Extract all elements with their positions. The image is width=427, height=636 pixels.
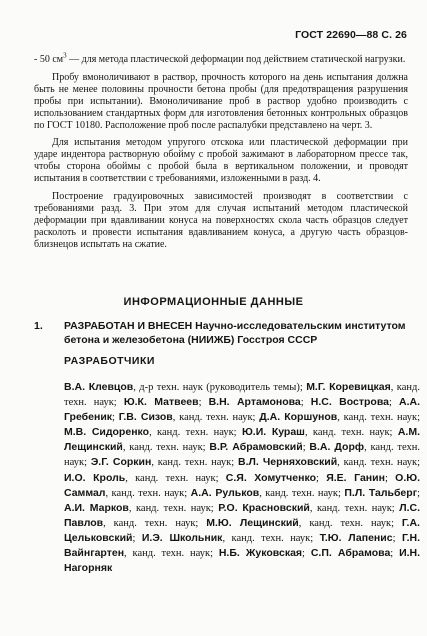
developer-title: , канд. техн. наук; [64,382,420,409]
developer-title: , канд. техн. наук; [122,442,210,454]
paragraph-sample-volume [34,51,408,66]
developer-name: Г.Н. Вайнгартен [64,531,420,560]
developer-name: В.Л. Черняховский [238,456,338,469]
developer-name: А.И. Марков [64,501,129,514]
developer-title: ; [112,412,119,424]
developer-title: , канд. техн. наук; [151,457,238,469]
developer-name: А.М. Лещинский [64,426,420,454]
developer-name: Я.Е. Ганин [326,471,385,484]
developer-name: Н.Б. Жуковская [218,547,303,560]
developer-title: , канд. техн. наук; [103,517,207,529]
developer-name: И.О. Кроль [64,471,126,484]
developer-title: ; [417,487,420,499]
developer-title: , канд. техн. наук; [304,427,398,439]
superscript: 3 [63,51,67,60]
developer-name: Д.А. Коршунов [259,411,338,424]
page-header: ГОСТ 22690—88 С. 26 [295,29,407,41]
developer-name: Т.Ю. Лапенис [319,531,393,544]
developer-title: ; [384,472,396,484]
developer-title: , канд. техн. наук; [124,548,219,560]
developer-title: ; [302,442,310,454]
developer-name: Л.С. Павлов [64,501,420,529]
developer-title: , канд. техн. наук; [105,487,191,499]
developers-title: РАЗРАБОТЧИКИ [64,355,155,367]
paragraph-text: — для метода пластической деформации под действием статической нагрузки. [66,54,406,65]
item-text: РАЗРАБОТАН И ВНЕСЕН Научно-исследовательским институтом бетона и железобетона (НИИЖБ) Госстроя СССР [64,320,406,346]
developer-name: П.Л. Тальберг [344,486,418,499]
developer-title: , канд. техн. наук; [172,412,260,424]
developer-title: , канд. техн. наук; [64,442,421,469]
developer-name: А.А. Гребеник [64,396,421,424]
developer-name: И.Э. Школьник [141,531,223,544]
developer-title: ; [132,532,142,544]
developer-title: , канд. техн. наук; [125,472,226,484]
developer-title: , канд. техн. наук; [222,532,320,544]
developer-title: , канд. техн. наук; [149,427,242,439]
paragraph-calibration: Построение градуировочных зависимостей производят в соответствии с требованиями разд. 3. При этом для случая испытаний методом пластической деформации при вдавливании конуса на поверхностях скола часть образцов следует расколоть и провести испытания вдавливанием конуса, а другую часть образцов-близнецов испытать на сжатие. [34,191,408,250]
developer-title: ; [389,397,400,409]
developer-title: , канд. техн. наук; [298,517,402,529]
developer-name: М.В. Сидоренко [64,426,150,439]
info-item-1 [34,319,414,347]
paragraph-text: - 50 см [34,54,64,65]
developer-name: В.А. Клевцов [64,381,134,393]
developer-title: ; [392,532,402,544]
developer-name: О.Ю. Саммал [64,471,420,499]
developer-name: Э.Г. Соркин [90,456,152,469]
developer-name: Г.В. Сизов [118,411,173,424]
paragraph-testing: Для испытания методом упругого отскока или пластической деформации при ударе индентора растворную обойму с пробой зажимают в лабораторном прессе так, чтобы сторона обоймы с пробой была в вертикальном положении, и проводят испытания в соответствии с требованиями, изложенными в разд. 4. [34,137,408,185]
developer-title: ; [302,548,311,560]
developer-name: М.Г. Коревицкая [306,381,391,393]
developer-name: В.А. Дорф [309,441,365,454]
developer-name: И.Н. Нагорняк [64,547,421,575]
section-title: ИНФОРМАЦИОННЫЕ ДАННЫЕ [123,296,304,308]
developer-name: Н.С. Вострова [310,396,390,409]
developer-title: ; [300,397,311,409]
developer-name: В.Р. Абрамовский [209,441,303,454]
developer-name: Ю.И. Кураш [241,426,305,439]
developer-title: , канд. техн. наук; [337,457,421,469]
body-text [34,51,408,251]
developer-name: Ю.К. Матвеев [123,396,199,409]
developers-list [64,380,420,576]
developer-title: ; [198,397,209,409]
paragraph-mortar: Пробу вмоноличивают в раствор, прочность которого на день испытания должна быть не менее половины прочности бетона пробы (для предотвращения разрушения пробы при испытании). Вмоноличивание проб в раствор удобно производить с использованием стандартных форм для изготовления бетонных контрольных образцов по ГОСТ 10180. Расположение проб после распалубки представлено на черт. 3. [34,71,408,131]
developer-name: С.П. Абрамова [310,547,391,560]
developer-title: , канд. техн. наук; [309,502,400,514]
developer-name: Р.О. Красновский [218,501,310,514]
developer-title: ; [316,472,327,484]
item-number: 1. [34,320,43,332]
developer-name: Г.А. Цельковский [64,516,420,544]
developer-name: В.Н. Артамонова [208,396,301,409]
developer-title: , канд. техн. наук; [337,412,420,424]
developer-title: , д-р техн. наук (руководитель темы); [133,382,307,393]
developer-title: , канд. техн. наук; [128,502,219,514]
developer-name: С.Я. Хомутченко [225,471,316,484]
developer-name: А.А. Рульков [190,486,260,499]
developer-title: ; [390,548,400,560]
developer-name: М.Ю. Лещинский [206,516,299,529]
developer-title: , канд. техн. наук; [259,487,345,499]
